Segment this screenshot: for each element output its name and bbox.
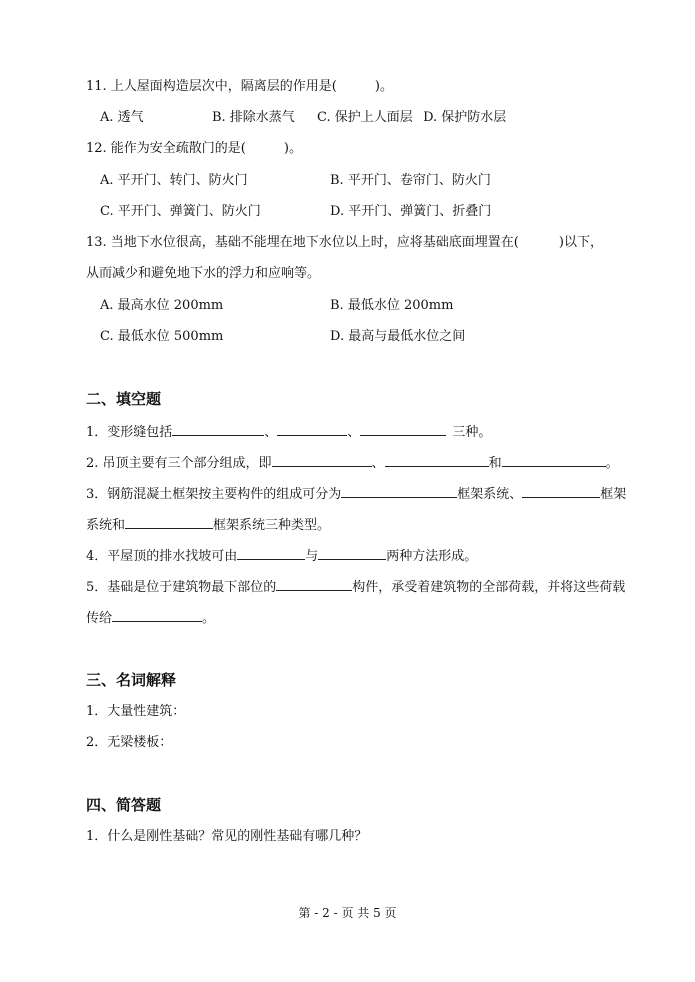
fill-q2-end: 。 (605, 456, 619, 471)
fill-question-2 (86, 453, 619, 473)
option-a: A. 透气 (100, 110, 144, 125)
answer-blank[interactable] (341, 484, 457, 498)
answer-blank[interactable] (385, 453, 489, 467)
separator: 、 (371, 456, 385, 471)
question-12-stem-end: )。 (283, 141, 302, 156)
separator: 、 (347, 425, 361, 440)
fill-q4-text: 4．平屋顶的排水找坡可由 (86, 549, 238, 564)
section-title-short-answer: 四、简答题 (86, 796, 162, 814)
option-d: D. 保护防水层 (423, 110, 507, 125)
term-question-2: 2．无梁楼板： (86, 735, 173, 750)
fill-question-3 (86, 484, 626, 504)
question-13 (86, 234, 603, 252)
fill-q3-text2: 系统和 (86, 518, 126, 533)
short-question-1: 1．什么是刚性基础？常见的刚性基础有哪几种？ (86, 829, 368, 844)
answer-blank[interactable] (522, 484, 600, 498)
separator: 、 (264, 425, 278, 440)
fill-question-3-line2 (86, 515, 330, 535)
fill-q3-text: 3．钢筋混凝土框架按主要构件的组成可分为 (86, 487, 342, 502)
answer-blank[interactable] (502, 453, 606, 467)
fill-question-4 (86, 546, 477, 566)
option-c: C. 平开门、弹簧门、防火门 (100, 204, 261, 219)
answer-blank[interactable] (172, 422, 264, 436)
answer-blank[interactable] (360, 422, 446, 436)
fill-q5-text: 5．基础是位于建筑物最下部位的 (86, 580, 277, 595)
option-c: C. 保护上人面层 (317, 110, 413, 125)
question-11-stem: 11. 上人屋面构造层次中，隔离层的作用是( (86, 79, 337, 94)
answer-blank[interactable] (277, 422, 347, 436)
fill-q1-end: 三种。 (452, 425, 492, 440)
question-13-stem-end: )以下， (558, 235, 603, 250)
section-title-terms: 三、名词解释 (86, 671, 177, 689)
question-11 (86, 78, 393, 96)
term-question-1: 1．大量性建筑： (86, 704, 186, 719)
option-d: D. 平开门、弹簧门、折叠门 (330, 204, 492, 219)
fill-question-5-line2 (86, 608, 215, 628)
question-13-stem: 13. 当地下水位很高，基础不能埋在地下水位以上时，应将基础底面埋置在( (86, 235, 519, 250)
answer-blank[interactable] (276, 577, 352, 591)
answer-blank[interactable] (318, 546, 386, 560)
fill-question-1 (86, 422, 491, 442)
question-11-options (100, 109, 506, 127)
fill-q5-text2: 构件，承受着建筑物的全部荷载，并将这些荷载 (352, 580, 626, 595)
option-c: C. 最低水位 500mm (100, 329, 224, 344)
option-b: B. 排除水蒸气 (211, 110, 295, 125)
section-title-fill-blank: 二、填空题 (86, 390, 162, 408)
separator: 框架系统、 (457, 487, 523, 502)
option-a: A. 平开门、转门、防火门 (100, 173, 248, 188)
question-12 (86, 140, 302, 158)
option-a: A. 最高水位 200mm (100, 298, 224, 313)
fill-q4-end: 两种方法形成。 (386, 549, 478, 564)
answer-blank[interactable] (237, 546, 305, 560)
fill-q3-end: 框架系统三种类型。 (213, 518, 331, 533)
separator: 与 (305, 549, 319, 564)
fill-q5-end: 。 (202, 611, 216, 626)
separator: 和 (488, 456, 502, 471)
question-11-stem-end: )。 (374, 79, 393, 94)
separator: 框架 (600, 487, 627, 502)
option-d: D. 最高与最低水位之间 (330, 329, 466, 344)
page-footer: 第 - 2 - 页 共 5 页 (298, 906, 397, 920)
question-12-stem: 12. 能作为安全疏散门的是( (86, 141, 246, 156)
answer-blank[interactable] (272, 453, 372, 467)
answer-blank[interactable] (112, 608, 202, 622)
fill-q5-text3: 传给 (86, 611, 113, 626)
option-b: B. 平开门、卷帘门、防火门 (330, 173, 491, 188)
fill-question-5 (86, 577, 625, 597)
answer-blank[interactable] (125, 515, 213, 529)
fill-q2-text: 2. 吊顶主要有三个部分组成，即 (86, 456, 272, 471)
fill-q1-text: 1．变形缝包括 (86, 425, 173, 440)
question-13-stem-line2: 从而减少和避免地下水的浮力和应响等。 (86, 266, 321, 281)
option-b: B. 最低水位 200mm (330, 298, 454, 313)
